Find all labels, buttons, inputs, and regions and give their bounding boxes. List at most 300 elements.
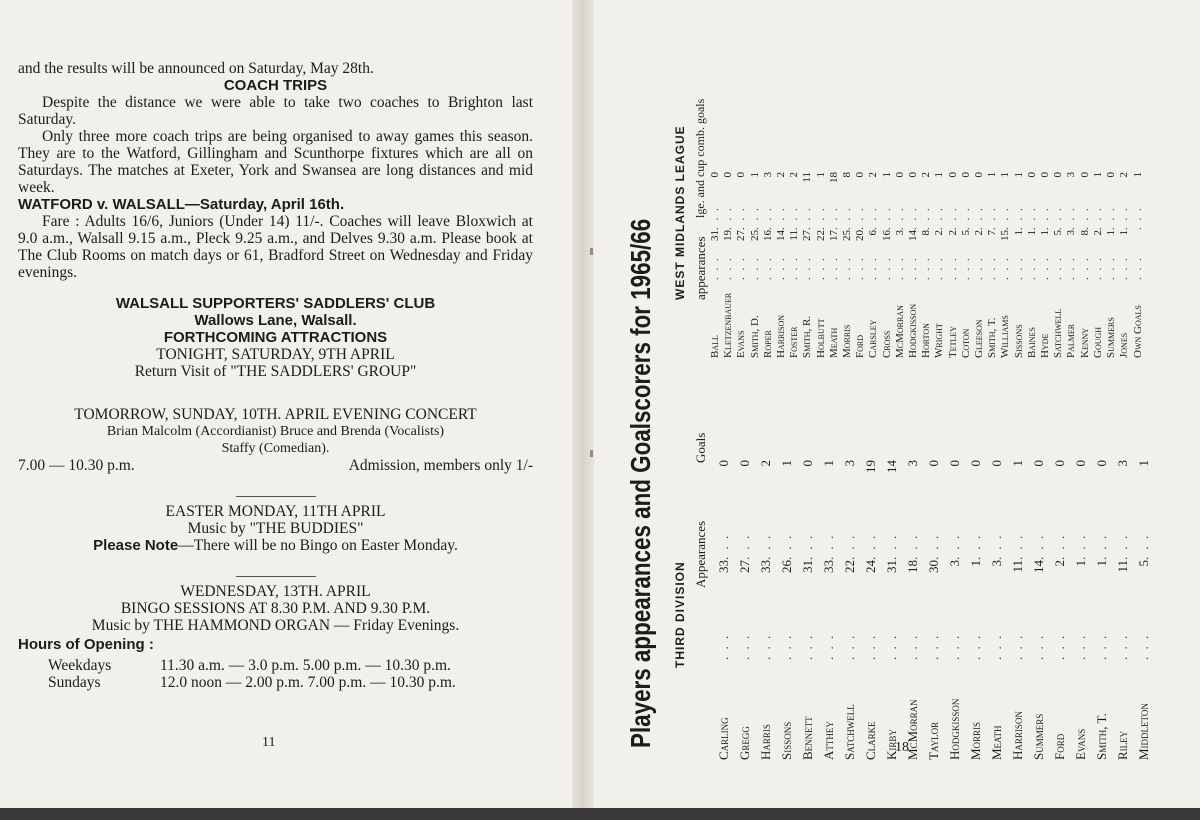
goals-value: 0 xyxy=(968,460,983,467)
goals-value: 8 xyxy=(841,172,854,178)
appearances-value: 1 xyxy=(968,560,983,567)
third-division-heading: THIRD DIVISION xyxy=(673,561,687,668)
goals-value: 1 xyxy=(748,172,761,178)
leader-dots: . . . xyxy=(827,206,840,230)
leader-dots: . . . xyxy=(737,533,752,560)
table-row xyxy=(841,172,854,358)
leader-dots: . . . xyxy=(907,206,920,230)
leader-dots: . . . xyxy=(779,633,794,660)
appearances-value: 11 xyxy=(1115,560,1130,573)
goals-value: 0 xyxy=(907,172,920,178)
goals-value: 2 xyxy=(788,172,801,178)
player-name: Coton xyxy=(959,328,972,358)
watford-heading: WATFORD v. WALSALL—Saturday, April 16th. xyxy=(18,196,345,213)
player-name: Kletzenbauer xyxy=(722,292,735,358)
player-name: Ford xyxy=(854,334,867,358)
staple-mark xyxy=(590,248,593,255)
leader-dots: . . . xyxy=(800,633,815,660)
leader-dots: . . . xyxy=(986,206,999,230)
leader-dots: . . . xyxy=(1115,533,1130,560)
goals-value: 0 xyxy=(1078,172,1091,178)
leader-dots: . . . xyxy=(1025,206,1038,230)
please-note-line xyxy=(18,537,533,554)
player-name: Kirby xyxy=(884,729,899,760)
player-name: Tetley xyxy=(946,325,959,358)
table-row xyxy=(1112,460,1133,760)
leader-dots: . . . xyxy=(893,206,906,230)
leader-dots: . . . xyxy=(920,206,933,230)
leader-dots: . . . xyxy=(1094,633,1109,660)
leader-dots: . . . xyxy=(716,533,731,560)
leader-dots: . . . xyxy=(854,206,867,230)
weekdays-hours: 11.30 a.m. — 3.0 p.m. 5.00 p.m. — 10.30 p.m. xyxy=(160,657,451,674)
player-name: Cross xyxy=(880,330,893,358)
leader-dots: . . . xyxy=(880,256,893,280)
table-row xyxy=(788,172,801,358)
appearances-value: 1 xyxy=(1039,230,1052,236)
goals-value: 11 xyxy=(801,172,814,183)
table-row xyxy=(920,172,933,358)
leader-dots: . . . xyxy=(1073,533,1088,560)
player-name: Palmer xyxy=(1065,323,1078,358)
appearances-value: 18 xyxy=(905,560,920,573)
watford-text: Fare : Adults 16/6, Juniors (Under 14) 11/-. Coaches will leave Bloxwich at 9.0 a.m., Walsall 9.15 a.m., Pleck 9.25 a.m., and Delves 9.30 a.m. Please book at The Club Rooms on match days or 61, Bradford Street on Wednesday and Friday evenings. xyxy=(18,213,533,281)
table-row xyxy=(881,172,894,358)
goals-value: 1 xyxy=(1091,172,1104,178)
appearances-value: 16 xyxy=(761,230,774,241)
goals-value: 1 xyxy=(1012,172,1025,178)
organ-line: Music by THE HAMMOND ORGAN — Friday Evenings. xyxy=(91,617,460,634)
leader-dots: . . . xyxy=(926,533,941,560)
appearances-value: 33 xyxy=(821,560,836,573)
player-name: Satchwell xyxy=(842,704,857,760)
goals-value: 1 xyxy=(933,172,946,178)
appearances-value: 5 xyxy=(959,230,972,236)
leader-dots: . . . xyxy=(801,256,814,280)
table-row xyxy=(947,172,960,358)
admission-text: Admission, members only 1/- xyxy=(348,457,533,474)
appearances-value: 3 xyxy=(947,560,962,567)
table-row xyxy=(1132,172,1145,358)
third-div-goals-header: Goals xyxy=(693,432,708,463)
leader-dots: . . . xyxy=(999,256,1012,280)
leader-dots: . . . xyxy=(1052,206,1065,230)
attractions-heading: FORTHCOMING ATTRACTIONS xyxy=(163,329,388,346)
goals-value: 3 xyxy=(761,172,774,178)
wml-goals-header: lge. and cup comb. goals xyxy=(693,98,707,218)
player-name: Hodgkisson xyxy=(907,303,920,358)
player-name: Meath xyxy=(827,327,840,358)
leader-dots: . . . xyxy=(779,533,794,560)
leader-dots: . . . xyxy=(842,533,857,560)
player-name: Atthey xyxy=(821,721,836,760)
west-midlands-table xyxy=(709,172,1145,358)
goals-value: 0 xyxy=(716,460,731,467)
goals-value: 0 xyxy=(735,172,748,178)
center-fold xyxy=(572,0,594,808)
player-name: McMorran xyxy=(893,305,906,358)
appearances-value: 24 xyxy=(863,560,878,573)
leader-dots: . . . xyxy=(1078,256,1091,280)
leader-dots: . . . xyxy=(1105,206,1118,230)
table-row xyxy=(986,460,1007,760)
leader-dots: . . . xyxy=(775,206,788,230)
left-page xyxy=(18,60,533,691)
table-row xyxy=(944,460,965,760)
leader-dots: . . . xyxy=(1131,256,1144,280)
leader-dots: . . . xyxy=(1012,206,1025,230)
player-name: Smith, T. xyxy=(986,317,999,358)
player-name: Own Goals xyxy=(1131,305,1144,358)
sundays-label: Sundays xyxy=(48,674,101,691)
table-row xyxy=(999,172,1012,358)
appearances-value: 2 xyxy=(973,230,986,236)
coach-paragraph-2: Only three more coach trips are being organised to away games this season. They are to the Watford, Gillingham and Scunthorpe fixtures which are all on Saturdays. The matches at Exeter, York and Swansea are long distances and mid week. xyxy=(18,128,533,196)
table-row xyxy=(907,172,920,358)
table-row xyxy=(923,460,944,760)
table-row xyxy=(854,172,867,358)
player-name: Taylor xyxy=(926,721,941,760)
third-div-appearances-header: Appearances xyxy=(693,520,708,588)
goals-value: 3 xyxy=(842,460,857,467)
leader-dots: . . . xyxy=(1118,256,1131,280)
appearances-value: 2 xyxy=(1091,230,1104,236)
coach-paragraph-1: Despite the distance we were able to take two coaches to Brighton last Saturday. xyxy=(18,94,533,128)
goals-value: 0 xyxy=(926,460,941,467)
table-row xyxy=(1091,460,1112,760)
intro-text: and the results will be announced on Saturday, May 28th. xyxy=(18,60,374,77)
goals-value: 0 xyxy=(722,172,735,178)
goals-value: 3 xyxy=(1115,460,1130,467)
leader-dots: . . . xyxy=(959,256,972,280)
player-name: Ford xyxy=(1052,733,1067,760)
appearances-value: 22 xyxy=(842,560,857,573)
page-number-left: 11 xyxy=(262,735,276,750)
player-name: Williams xyxy=(999,315,1012,358)
player-name: Carsley xyxy=(867,319,880,358)
leader-dots: . . . xyxy=(1039,256,1052,280)
goals-value: 1 xyxy=(880,172,893,178)
goals-value: 1 xyxy=(821,460,836,467)
leader-dots: . . . xyxy=(933,206,946,230)
leader-dots: . . . xyxy=(737,633,752,660)
goals-value: 1 xyxy=(999,172,1012,178)
table-row xyxy=(1092,172,1105,358)
table-row xyxy=(1049,460,1070,760)
appearances-value: 11 xyxy=(788,230,801,241)
table-row xyxy=(734,460,755,760)
leader-dots: . . . xyxy=(821,533,836,560)
leader-dots: . . . xyxy=(854,256,867,280)
player-name: Summers xyxy=(1105,317,1118,358)
return-visit-line: Return Visit of "THE SADDLERS' GROUP" xyxy=(134,363,417,380)
table-row xyxy=(1013,172,1026,358)
appearances-value: 1 xyxy=(1105,230,1118,236)
appearances-value: 1 xyxy=(1073,560,1088,567)
appearances-value: 6 xyxy=(867,230,880,236)
leader-dots: . . . xyxy=(1031,633,1046,660)
appearances-value: 16 xyxy=(880,230,893,241)
table-row xyxy=(755,460,776,760)
appearances-value: 22 xyxy=(814,230,827,241)
goals-value: 0 xyxy=(1094,460,1109,467)
table-row xyxy=(933,172,946,358)
player-name: Smith, D. xyxy=(748,315,761,358)
appearances-value: 3 xyxy=(893,230,906,236)
goals-value: 1 xyxy=(1010,460,1025,467)
table-row xyxy=(1028,460,1049,760)
appearances-value: 8 xyxy=(1078,230,1091,236)
player-name: Holbutt xyxy=(814,318,827,358)
leader-dots: . . . xyxy=(1131,206,1144,230)
leader-dots: . . . xyxy=(867,256,880,280)
player-name: Jones xyxy=(1118,332,1131,358)
leader-dots: . . . xyxy=(1031,533,1046,560)
leader-dots: . . . xyxy=(735,206,748,230)
appearances-value: 2 xyxy=(946,230,959,236)
leader-dots: . . . xyxy=(1065,206,1078,230)
goals-value: 0 xyxy=(1052,460,1067,467)
player-name: Sissons xyxy=(1012,324,1025,358)
third-division-table xyxy=(713,460,1154,760)
right-page xyxy=(605,68,1185,788)
appearances-value: 27 xyxy=(735,230,748,241)
leader-dots: . . . xyxy=(863,533,878,560)
leader-dots: . . . xyxy=(1136,633,1151,660)
leader-dots: . . . xyxy=(1010,533,1025,560)
table-row xyxy=(881,460,902,760)
table-row xyxy=(749,172,762,358)
appearances-value: 14 xyxy=(1031,560,1046,573)
appearances-value: 25 xyxy=(841,230,854,241)
appearances-value: 2 xyxy=(1052,560,1067,567)
leader-dots: . . . xyxy=(867,206,880,230)
goals-value: 0 xyxy=(973,172,986,178)
leader-dots: . . . xyxy=(893,256,906,280)
table-row xyxy=(762,172,775,358)
leader-dots: . . . xyxy=(999,206,1012,230)
player-name: Carling xyxy=(716,717,731,760)
leader-dots: . . . xyxy=(973,256,986,280)
appearances-value: 1 xyxy=(1118,230,1131,236)
table-row xyxy=(713,460,734,760)
appearances-value: 3 xyxy=(989,560,1004,567)
table-row xyxy=(867,172,880,358)
leader-dots: . . . xyxy=(1091,206,1104,230)
table-row xyxy=(1052,172,1065,358)
table-row xyxy=(828,172,841,358)
appearances-value: 31 xyxy=(800,560,815,573)
leader-dots: . . . xyxy=(947,533,962,560)
leader-dots: . . . xyxy=(758,633,773,660)
leader-dots: . . . xyxy=(933,256,946,280)
page-title: Players appearances and Goalscorers for 1965/66 xyxy=(625,218,656,748)
leader-dots: . . . xyxy=(989,533,1004,560)
player-name: McMorran xyxy=(905,699,920,760)
table-row xyxy=(1039,172,1052,358)
goals-value: 0 xyxy=(800,460,815,467)
leader-dots: . . . xyxy=(748,206,761,230)
player-name: Meath xyxy=(989,725,1004,760)
leader-dots: . . . xyxy=(709,206,721,230)
leader-dots: . . . xyxy=(1052,533,1067,560)
leader-dots: . . . xyxy=(758,533,773,560)
leader-dots: . . . xyxy=(1052,633,1067,660)
comedian-line: Staffy (Comedian). xyxy=(221,441,330,456)
player-name: Gregg xyxy=(737,726,752,760)
leader-dots: . . . xyxy=(841,206,854,230)
leader-dots: . . . xyxy=(1025,256,1038,280)
leader-dots: . . . xyxy=(884,633,899,660)
table-row xyxy=(801,172,814,358)
appearances-value: 30 xyxy=(926,560,941,573)
leader-dots: . . . xyxy=(814,206,827,230)
appearances-value: 25 xyxy=(748,230,761,241)
appearances-value: 17 xyxy=(827,230,840,241)
appearances-value: 14 xyxy=(775,230,788,241)
table-row xyxy=(965,460,986,760)
leader-dots: . . . xyxy=(788,256,801,280)
weekdays-label: Weekdays xyxy=(48,657,112,674)
leader-dots: . . . xyxy=(761,206,774,230)
appearances-value: 5 xyxy=(1052,230,1065,236)
appearances-value: 5 xyxy=(1136,560,1151,567)
leader-dots: . . . xyxy=(920,256,933,280)
goals-value: 0 xyxy=(1025,172,1038,178)
performers-line: Brian Malcolm (Accordianist) Bruce and Brenda (Vocalists) xyxy=(106,424,445,439)
leader-dots: . . . xyxy=(1012,256,1025,280)
leader-dots: . . . xyxy=(761,256,774,280)
goals-value: 1 xyxy=(814,172,827,178)
goals-value: 18 xyxy=(827,172,840,183)
goals-value: 2 xyxy=(775,172,788,178)
table-row xyxy=(1079,172,1092,358)
appearances-value: 19 xyxy=(722,230,735,241)
player-name: Gough xyxy=(1091,326,1104,358)
table-row xyxy=(1065,172,1078,358)
leader-dots: . . . xyxy=(748,256,761,280)
player-name: Riley xyxy=(1115,730,1130,760)
leader-dots: . . . xyxy=(1105,256,1118,280)
goals-value: 14 xyxy=(884,460,899,473)
appearances-value: 1 xyxy=(1025,230,1038,236)
leader-dots: . . . xyxy=(946,256,959,280)
wednesday-line: WEDNESDAY, 13TH. APRIL xyxy=(180,583,371,600)
appearances-value: 27 xyxy=(737,560,752,573)
concert-time: 7.00 — 10.30 p.m. xyxy=(18,457,135,474)
player-name: Middleton xyxy=(1136,703,1151,760)
goals-value: 2 xyxy=(867,172,880,178)
table-row xyxy=(860,460,881,760)
west-midlands-heading: WEST MIDLANDS LEAGUE xyxy=(673,125,687,300)
leader-dots: . . . xyxy=(841,256,854,280)
goals-value: 0 xyxy=(1052,172,1065,178)
table-row xyxy=(735,172,748,358)
staple-mark xyxy=(590,450,593,457)
club-name: WALSALL SUPPORTERS' SADDLERS' CLUB xyxy=(115,295,436,312)
appearances-value: 26 xyxy=(779,560,794,573)
goals-value: 3 xyxy=(1065,172,1078,178)
player-name: Bennett xyxy=(800,716,815,760)
goals-value: 0 xyxy=(947,460,962,467)
leader-dots: . . . xyxy=(1065,256,1078,280)
goals-value: 0 xyxy=(1105,172,1118,178)
leader-dots: . . . xyxy=(1010,633,1025,660)
sunday-concert-line: TOMORROW, SUNDAY, 10TH. APRIL EVENING CONCERT xyxy=(74,406,477,423)
table-row xyxy=(815,172,828,358)
leader-dots: . . . xyxy=(735,256,748,280)
leader-dots: . . . xyxy=(775,256,788,280)
leader-dots: . . . xyxy=(959,206,972,230)
goals-value: 3 xyxy=(905,460,920,467)
leader-dots: . . . xyxy=(722,206,735,230)
player-name: Evans xyxy=(1073,728,1088,760)
goals-value: 0 xyxy=(1031,460,1046,467)
player-name: Horton xyxy=(920,323,933,358)
table-row xyxy=(973,172,986,358)
table-row xyxy=(776,460,797,760)
player-name: Hodgkisson xyxy=(947,698,962,760)
player-name: Baines xyxy=(1025,327,1038,358)
appearances-value: 20 xyxy=(854,230,867,241)
player-name: Smith, T. xyxy=(1094,713,1109,760)
appearances-value: 1 xyxy=(1012,230,1025,236)
table-row xyxy=(960,172,973,358)
goals-value: 0 xyxy=(959,172,972,178)
table-row xyxy=(775,172,788,358)
page-number-right: 18 xyxy=(895,740,909,755)
player-name: Hyde xyxy=(1039,333,1052,358)
table-row xyxy=(894,172,907,358)
table-edge xyxy=(0,808,1200,820)
goals-value: 1 xyxy=(1136,460,1151,467)
leader-dots: . . . xyxy=(1091,256,1104,280)
bingo-line: BINGO SESSIONS AT 8.30 P.M. AND 9.30 P.M. xyxy=(120,600,431,617)
player-name: Wright xyxy=(933,323,946,358)
leader-dots: . . . xyxy=(1039,206,1052,230)
goals-value: 0 xyxy=(854,172,867,178)
leader-dots: . . . xyxy=(722,256,735,280)
leader-dots: . . . xyxy=(926,633,941,660)
goals-value: 2 xyxy=(1118,172,1131,178)
hours-heading: Hours of Opening : xyxy=(18,636,154,653)
table-row xyxy=(902,460,923,760)
goals-value: 1 xyxy=(779,460,794,467)
leader-dots: . . . xyxy=(863,633,878,660)
leader-dots: . . . xyxy=(1118,206,1131,230)
player-name: Sissons xyxy=(779,721,794,760)
appearances-value: 31 xyxy=(709,230,721,241)
leader-dots: . . . xyxy=(1078,206,1091,230)
leader-dots: . . . xyxy=(1115,633,1130,660)
leader-dots: . . . xyxy=(907,256,920,280)
table-row xyxy=(1026,172,1039,358)
appearances-value: 8 xyxy=(920,230,933,236)
leader-dots: . . . xyxy=(842,633,857,660)
appearances-value: 31 xyxy=(884,560,899,573)
leader-dots: . . . xyxy=(827,256,840,280)
goals-value: 0 xyxy=(989,460,1004,467)
player-name: Harrison xyxy=(775,314,788,358)
leader-dots: . . . xyxy=(800,533,815,560)
club-address: Wallows Lane, Walsall. xyxy=(194,312,357,329)
table-row xyxy=(1007,460,1028,760)
leader-dots: . . . xyxy=(1073,633,1088,660)
coach-trips-heading: COACH TRIPS xyxy=(223,77,328,94)
table-row xyxy=(722,172,735,358)
wml-appearances-header: appearances xyxy=(693,236,708,300)
player-name: Clarke xyxy=(863,721,878,760)
